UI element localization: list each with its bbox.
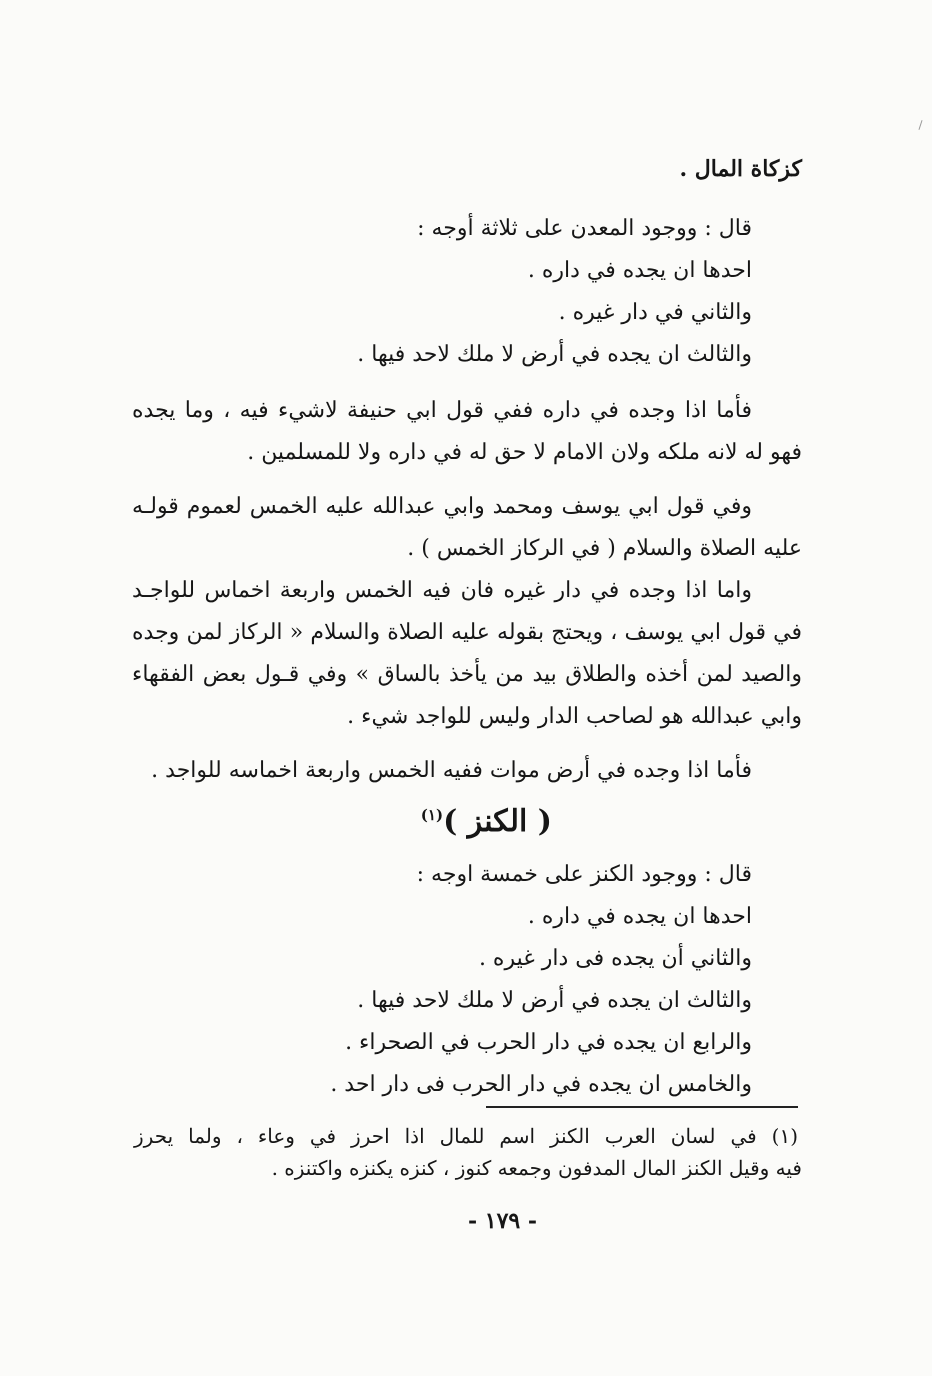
section2-item: والثالث ان يجده في أرض لا ملك لاحد فيها . xyxy=(357,988,752,1013)
section2-item: والرابع ان يجده في دار الحرب في الصحراء . xyxy=(345,1030,752,1055)
paragraph-line: فأما اذا وجده في داره ففي قول ابي حنيفة لاشيء فيه ، وما يجده xyxy=(132,398,752,423)
paragraph-line: والصيد لمن أخذه والطلاق بيد من يأخذ بالساق » وفي قـول بعض الفقهاء xyxy=(132,662,802,687)
section2-item: احدها ان يجده في داره . xyxy=(527,904,752,929)
paragraph-line: عليه الصلاة والسلام ( في الركاز الخمس ) . xyxy=(407,536,802,561)
running-header: كزكاة المال . xyxy=(679,156,802,182)
paragraph-line: واما اذا وجده في دار غيره فان فيه الخمس واربعة اخماس للواجـد xyxy=(132,578,752,603)
footnote-separator xyxy=(486,1106,798,1108)
page-number: - ١٧٩ - xyxy=(467,1208,537,1234)
section1-item: والثالث ان يجده في أرض لا ملك لاحد فيها . xyxy=(357,342,752,367)
section2-item: والخامس ان يجده في دار الحرب فى دار احد . xyxy=(330,1072,752,1097)
paragraph-line: في قول ابي يوسف ، ويحتج بقوله عليه الصلاة والسلام « الركاز لمن وجده xyxy=(132,620,802,645)
paragraph-line: وفي قول ابي يوسف ومحمد وابي عبدالله عليه الخمس لعموم قولـه xyxy=(132,494,752,519)
section-heading xyxy=(421,804,552,840)
section2-intro: قال : ووجود الكنز على خمسة اوجه : xyxy=(416,862,752,887)
heading-text: ( الكنز ) xyxy=(443,804,552,839)
section1-item: والثاني في دار غيره . xyxy=(558,300,752,325)
paragraph-line: فأما اذا وجده في أرض موات ففيه الخمس واربعة اخماسه للواجد . xyxy=(151,758,752,783)
footnote-line: (١) في لسان العرب الكنز اسم للمال اذا احرز في وعاء ، ولما يحرز xyxy=(134,1124,798,1148)
section1-intro: قال : ووجود المعدن على ثلاثة أوجه : xyxy=(417,216,752,241)
paragraph-line: فهو له لانه ملكه ولان الامام لا حق له في داره ولا للمسلمين . xyxy=(247,440,802,465)
section1-item: احدها ان يجده في داره . xyxy=(527,258,752,283)
footnote-reference: (١) xyxy=(420,806,444,824)
footnote-line: فيه وقيل الكنز المال المدفون وجمعه كنوز ، كنزه يكنزه واكتنزه . xyxy=(271,1156,802,1180)
section2-item: والثاني أن يجده فى دار غيره . xyxy=(478,946,752,971)
scan-mark xyxy=(918,120,922,130)
paragraph-line: وابي عبدالله هو لصاحب الدار وليس للواجد شيء . xyxy=(347,704,802,729)
